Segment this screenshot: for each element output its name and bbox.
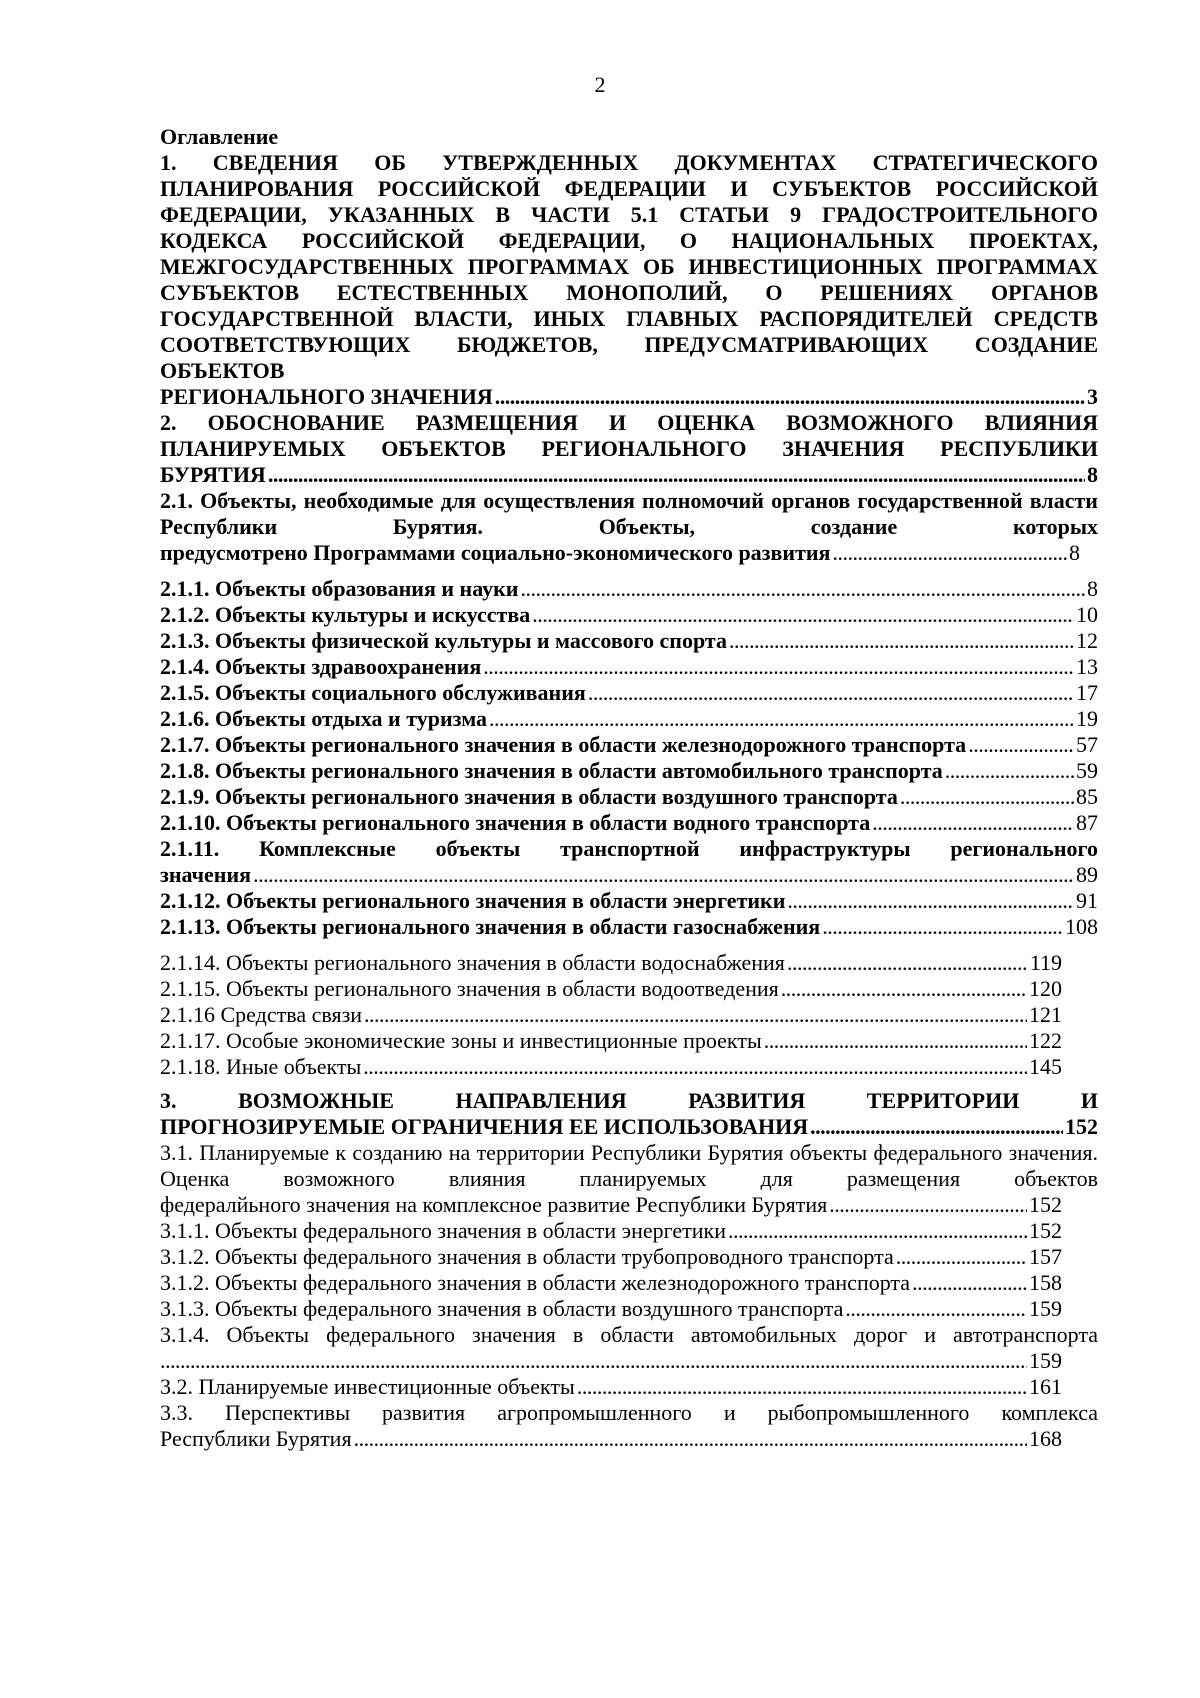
toc-page-number: 57	[1076, 732, 1098, 757]
leader-dots	[495, 384, 1085, 410]
leader-dots	[532, 602, 1074, 628]
toc-entry-3-1-4[interactable]	[160, 1322, 1098, 1374]
toc-entry-2-1-16[interactable]	[160, 1002, 1062, 1028]
toc-entry-text: 2.1.3. Объекты физической культуры и массового спорта	[160, 628, 728, 653]
toc-entry-3-1-3[interactable]	[160, 1296, 1062, 1322]
toc-page-number: 85	[1076, 784, 1098, 809]
toc-entry-2-1-10[interactable]	[160, 810, 1098, 836]
toc-entry-text: 3.3. Перспективы развития агропромышленного и рыбопромышленного комплекса	[160, 1400, 1098, 1425]
toc-page-number: 91	[1076, 888, 1098, 913]
toc-page-number: 152	[1065, 1114, 1098, 1139]
toc-entry-2-1-8[interactable]	[160, 758, 1098, 784]
leader-dots	[253, 862, 1074, 888]
toc-entry-text: 2.1.11. Комплексные объекты транспортной инфраструктуры регионального	[160, 836, 1098, 861]
toc-entry-3-2[interactable]	[160, 1374, 1062, 1400]
toc-page-number: 89	[1076, 862, 1098, 887]
toc-page-number: 158	[1029, 1270, 1062, 1295]
toc-page-number: 157	[1029, 1244, 1062, 1269]
leader-dots	[872, 810, 1074, 836]
toc-entry-2-1-6[interactable]	[160, 706, 1098, 732]
toc-entry-text: 3. ВОЗМОЖНЫЕ НАПРАВЛЕНИЯ РАЗВИТИЯ ТЕРРИТОРИИ И	[160, 1088, 1098, 1113]
table-of-contents	[160, 124, 1098, 1452]
toc-page-number: 161	[1029, 1374, 1062, 1399]
leader-dots	[787, 888, 1074, 914]
toc-page-number: 87	[1076, 810, 1098, 835]
toc-page-number: 168	[1029, 1426, 1062, 1451]
leader-dots	[728, 1218, 1027, 1244]
toc-page-number: 8	[1087, 462, 1098, 487]
toc-entry-text: 2.1.2. Объекты культуры и искусства	[160, 602, 531, 627]
toc-entry-text: 2.1.9. Объекты регионального значения в области воздушного транспорта	[160, 784, 898, 809]
leader-dots	[945, 758, 1074, 784]
toc-entry-2-1-11[interactable]	[160, 836, 1098, 888]
page-number: 2	[594, 72, 606, 97]
toc-entry-text: 3.2. Планируемые инвестиционные объекты	[160, 1374, 575, 1399]
toc-entry-2-1-17[interactable]	[160, 1028, 1062, 1054]
toc-entry-3-1-1[interactable]	[160, 1218, 1062, 1244]
toc-entry-text: 2.1.6. Объекты отдыха и туризма	[160, 706, 488, 731]
toc-page-number: 8	[1069, 540, 1080, 565]
leader-dots	[845, 1296, 1027, 1322]
toc-entry-text: 2.1.1. Объекты образования и науки	[160, 576, 519, 601]
toc-entry-text: 2.1.5. Объекты социального обслуживания	[160, 680, 586, 705]
toc-entry-2-1-12[interactable]	[160, 888, 1098, 914]
toc-entry-text: 2.1.4. Объекты здравоохранения	[160, 654, 482, 679]
toc-entry-text: 2.1. Объекты, необходимые для осуществления полномочий органов государственной власти Республики Бурятия. Объекты, создание которых	[160, 488, 1098, 539]
leader-dots	[896, 1244, 1027, 1270]
toc-page-number: 19	[1076, 706, 1098, 731]
toc-entry-2-1[interactable]	[160, 488, 1098, 566]
leader-dots	[968, 732, 1074, 758]
leader-dots	[832, 540, 1067, 566]
toc-entry-2-1-4[interactable]	[160, 654, 1098, 680]
toc-entry-text: 2.1.13. Объекты регионального значения в области газоснабжения	[160, 914, 821, 939]
toc-page-number: 17	[1076, 680, 1098, 705]
toc-page-number: 120	[1029, 976, 1062, 1001]
toc-entry-text-last: федералйьного значения на комплексное развитие Республики Бурятия	[160, 1192, 828, 1217]
toc-page-number: 152	[1029, 1218, 1062, 1243]
toc-entry-text-last: РЕГИОНАЛЬНОГО ЗНАЧЕНИЯ	[160, 384, 493, 409]
toc-entry-3-3[interactable]	[160, 1400, 1098, 1452]
toc-page-number: 108	[1065, 914, 1098, 939]
toc-entry-text: 2.1.17. Особые экономические зоны и инвестиционные проекты	[160, 1028, 762, 1053]
leader-dots	[781, 976, 1027, 1002]
leader-dots	[364, 1002, 1027, 1028]
toc-entry-text: 2.1.12. Объекты регионального значения в области энергетики	[160, 888, 786, 913]
toc-entry-text: 2.1.7. Объекты регионального значения в области железнодорожного транспорта	[160, 732, 967, 757]
toc-entry-text-last: предусмотрено Программами социально-экономического развития	[160, 540, 831, 565]
leader-dots	[829, 1192, 1027, 1218]
leader-dots	[810, 1114, 1063, 1140]
toc-entry-2-1-7[interactable]	[160, 732, 1098, 758]
toc-entry-text-last: ПРОГНОЗИРУЕМЫЕ ОГРАНИЧЕНИЯ ЕЕ ИСПОЛЬЗОВАНИЯ	[160, 1114, 809, 1139]
toc-page-number: 59	[1076, 758, 1098, 783]
toc-entry-text: 2. ОБОСНОВАНИЕ РАЗМЕЩЕНИЯ И ОЦЕНКА ВОЗМОЖНОГО ВЛИЯНИЯ ПЛАНИРУЕМЫХ ОБЪЕКТОВ РЕГИОНАЛЬНОГО ЗНАЧЕНИЯ РЕСПУБЛИКИ	[160, 410, 1098, 461]
toc-entry-section-3[interactable]	[160, 1088, 1098, 1140]
toc-entry-text: 2.1.16 Средства связи	[160, 1002, 363, 1027]
toc-entry-text: 3.1.2. Объекты федерального значения в области железнодорожного транспорта	[160, 1270, 911, 1295]
leader-dots	[483, 654, 1074, 680]
toc-entry-text: 3.1.4. Объекты федерального значения в области автомобильных дорог и автотранспорта	[160, 1322, 1098, 1347]
toc-entry-2-1-2[interactable]	[160, 602, 1098, 628]
leader-dots	[577, 1374, 1027, 1400]
leader-dots	[354, 1426, 1027, 1452]
toc-page-number: 145	[1029, 1054, 1062, 1079]
toc-page-number: 159	[1029, 1348, 1062, 1373]
toc-entry-2-1-9[interactable]	[160, 784, 1098, 810]
toc-page-number: 13	[1076, 654, 1098, 679]
leader-dots	[588, 680, 1074, 706]
toc-entry-2-1-5[interactable]	[160, 680, 1098, 706]
toc-entry-section-1[interactable]	[160, 150, 1098, 410]
leader-dots	[729, 628, 1074, 654]
toc-entry-2-1-3[interactable]	[160, 628, 1098, 654]
toc-entry-text: 3.1.3. Объекты федерального значения в области воздушного транспорта	[160, 1296, 844, 1321]
toc-entry-2-1-1[interactable]	[160, 576, 1098, 602]
toc-entry-2-1-15[interactable]	[160, 976, 1062, 1002]
toc-entry-text-last: Республики Бурятия	[160, 1426, 352, 1451]
toc-entry-text: 3.1.2. Объекты федерального значения в области трубопроводного транспорта	[160, 1244, 894, 1269]
leader-dots	[520, 576, 1085, 602]
leader-dots	[764, 1028, 1027, 1054]
toc-entry-text: 2.1.18. Иные объекты	[160, 1054, 362, 1079]
toc-entry-text: 2.1.10. Объекты регионального значения в области водного транспорта	[160, 810, 871, 835]
toc-entry-text: 2.1.14. Объекты регионального значения в области водоснабжения	[160, 950, 785, 975]
toc-entry-text: 1. СВЕДЕНИЯ ОБ УТВЕРЖДЕННЫХ ДОКУМЕНТАХ СТРАТЕГИЧЕСКОГО ПЛАНИРОВАНИЯ РОССИЙСКОЙ ФЕДЕРАЦИИ И СУБЪЕКТОВ РОССИЙСКОЙ ФЕДЕРАЦИИ, УКАЗАННЫХ В ЧАСТИ 5.1 СТАТЬИ 9 ГРАДОСТРОИТЕЛЬНОГО КОДЕКСА РОССИЙСКОЙ ФЕДЕРАЦИИ, О НАЦИОНАЛЬНЫХ ПРОЕКТАХ, МЕЖГОСУДАРСТВЕННЫХ ПРОГРАММАХ ОБ ИНВЕСТИЦИОННЫХ ПРОГРАММАХ СУБЪЕКТОВ ЕСТЕСТВЕННЫХ МОНОПОЛИЙ, О РЕШЕНИЯХ ОРГАНОВ ГОСУДАРСТВЕННОЙ ВЛАСТИ, ИНЫХ ГЛАВНЫХ РАСПОРЯДИТЕЛЕЙ СРЕДСТВ СООТВЕТСТВУЮЩИХ БЮДЖЕТОВ, ПРЕДУСМАТРИВАЮЩИХ СОЗДАНИЕ ОБЪЕКТОВ	[160, 150, 1098, 383]
leader-dots	[160, 1348, 1027, 1374]
toc-page-number: 12	[1076, 628, 1098, 653]
toc-entry-3-1[interactable]	[160, 1140, 1098, 1218]
toc-page-number: 119	[1029, 950, 1062, 975]
toc-entry-2-1-14[interactable]	[160, 950, 1062, 976]
toc-entry-text: 3.1. Планируемые к созданию на территории Республики Бурятия объекты федерального значения. Оценка возможного влияния планируемых для размещения объектов	[160, 1140, 1098, 1191]
toc-entry-text: 3.1.1. Объекты федерального значения в области энергетики	[160, 1218, 726, 1243]
leader-dots	[912, 1270, 1027, 1296]
toc-page-number: 8	[1087, 576, 1098, 601]
toc-entry-text: 2.1.8. Объекты регионального значения в области автомобильного транспорта	[160, 758, 943, 783]
leader-dots	[822, 914, 1063, 940]
toc-entry-3-1-2b[interactable]	[160, 1270, 1062, 1296]
toc-entry-section-2[interactable]	[160, 410, 1098, 488]
leader-dots	[900, 784, 1074, 810]
toc-entry-2-1-13[interactable]	[160, 914, 1098, 940]
toc-page-number: 121	[1029, 1002, 1062, 1027]
toc-entry-text-last: значения	[160, 862, 252, 887]
toc-title: Оглавление	[160, 124, 279, 149]
toc-page-number: 152	[1029, 1192, 1062, 1217]
leader-dots	[363, 1054, 1027, 1080]
toc-entry-3-1-2[interactable]	[160, 1244, 1062, 1270]
leader-dots	[787, 950, 1028, 976]
toc-entry-text: 2.1.15. Объекты регионального значения в области водоотведения	[160, 976, 779, 1001]
toc-entry-text-last: БУРЯТИЯ	[160, 462, 266, 487]
toc-page-number: 10	[1076, 602, 1098, 627]
toc-page-number: 3	[1087, 384, 1098, 409]
leader-dots	[489, 706, 1074, 732]
toc-page-number: 122	[1029, 1028, 1062, 1053]
toc-entry-2-1-18[interactable]	[160, 1054, 1062, 1080]
toc-page-number: 159	[1029, 1296, 1062, 1321]
leader-dots	[268, 462, 1085, 488]
